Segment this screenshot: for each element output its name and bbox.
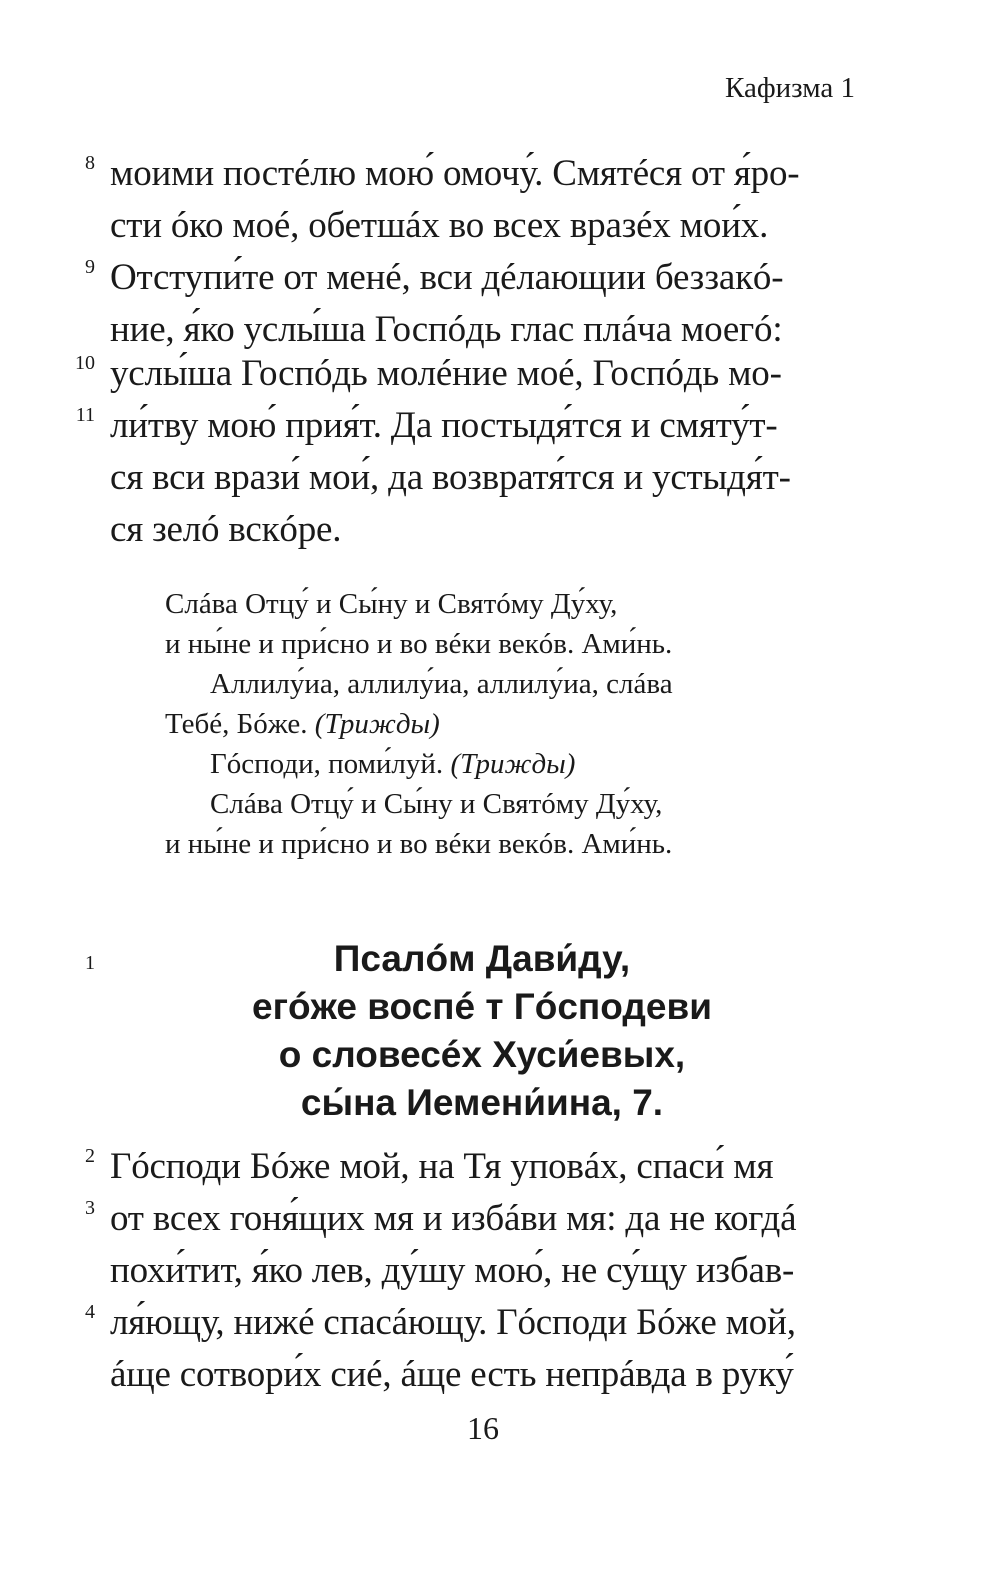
doxology-line (210, 748, 575, 781)
verse-number: 4 (85, 1301, 95, 1323)
verse-line: похи́тит, я́ко лев, ду́шу мою́, не су́щу избав- (110, 1250, 795, 1291)
verse-number: 11 (75, 404, 95, 426)
verse-line: Отступи́те от менé, вси дéлающии беззакó- (110, 257, 784, 298)
verse-line: от всех гоня́щих мя и избáви мя: да не когдá (110, 1198, 797, 1239)
running-head: Кафизма 1 (725, 72, 855, 104)
verse-line: ся вси врази́ мои́, да возвратя́тся и устыдя́т- (110, 457, 791, 498)
verse-number: 8 (85, 152, 95, 174)
doxology-line: и ны́не и при́сно и во вéки векóв. Ами́нь. (165, 628, 673, 660)
verse-line: моими постéлю мою́ омочу́. Смятéся от я́ро- (110, 153, 800, 194)
verse-line: ние, я́ко услы́ша Госпóдь глас плáча моегó: (110, 309, 783, 350)
doxology-line: Аллилу́иа, аллилу́иа, аллилу́иа, слáва (210, 668, 673, 700)
psalm-title-line: о словесéх Хуси́евых, (278, 1034, 686, 1075)
verse-line: áще сотвори́х сиé, áще есть непрáвда в руку́ (110, 1354, 794, 1395)
verse-line: ли́тву мою́ прия́т. Да постыдя́тся и смяту́т- (110, 405, 778, 446)
verse-line: сти óко моé, обетшáх во всех вразéх мои́х. (110, 205, 769, 246)
rubric: (Трижды) (450, 748, 576, 780)
verse-number: 2 (85, 1145, 95, 1167)
verse-number: 3 (85, 1197, 95, 1219)
doxology-text: Гóсподи, поми́луй. (210, 748, 444, 780)
doxology-text: Тебé, Бóже. (165, 708, 308, 740)
doxology-line: Слáва Отцу́ и Сы́ну и Святóму Ду́ху, (165, 588, 618, 620)
page-number: 16 (467, 1410, 499, 1446)
psalm-title-line: сы́на Иемени́ина, 7. (300, 1082, 664, 1123)
rubric: (Трижды) (314, 708, 440, 740)
verse-line: услы́ша Госпóдь молéние моé, Госпóдь мо- (110, 353, 782, 394)
psalm-title-line: Псалóм Дави́ду, (333, 938, 631, 979)
verse-line: ся зелó вскóре. (110, 509, 342, 550)
verse-line: ля́ющу, нижé спасáющу. Гóсподи Бóже мой, (110, 1302, 796, 1343)
verse-number: 1 (85, 952, 95, 974)
verse-line: Гóсподи Бóже мой, на Тя уповáх, спаси́ мя (110, 1146, 774, 1187)
doxology-line (165, 708, 440, 741)
doxology-line: и ны́не и при́сно и во вéки векóв. Ами́нь. (165, 828, 673, 860)
doxology-line: Слáва Отцу́ и Сы́ну и Святóму Ду́ху, (210, 788, 663, 820)
verse-number: 9 (85, 256, 95, 278)
psalm-title-line: егóже воспé т Гóсподеви (252, 986, 712, 1027)
verse-number: 10 (75, 352, 95, 374)
